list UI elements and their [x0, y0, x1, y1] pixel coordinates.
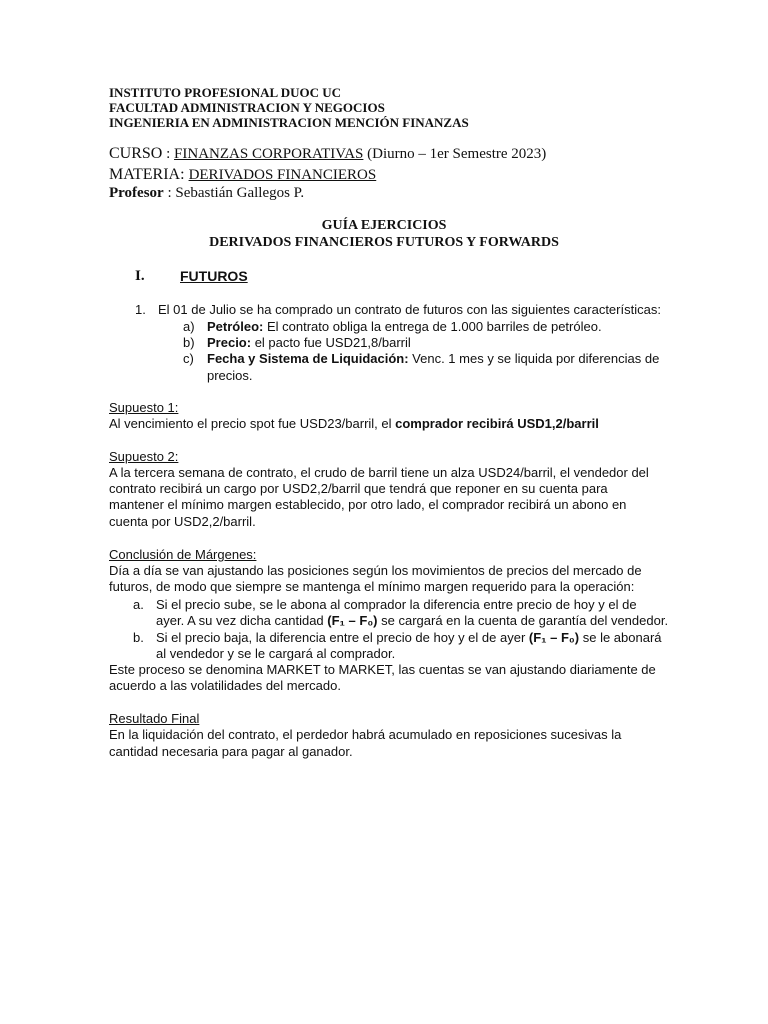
professor-value: Sebastián Gallegos P.	[175, 185, 305, 201]
list-marker: b.	[133, 630, 144, 645]
subject-label: MATERIA:	[109, 166, 189, 183]
list-item: Si el precio sube, se le abona al comprador la diferencia entre precio de hoy y el de	[156, 597, 637, 612]
professor-label: Profesor	[109, 185, 164, 201]
faculty-name: FACULTAD ADMINISTRACION Y NEGOCIOS	[109, 100, 385, 115]
result-line: cantidad necesaria para pagar al ganador.	[109, 744, 353, 759]
professor-line	[109, 184, 304, 202]
supuesto-2-line: mantener el mínimo margen establecido, por otro lado, el comprador recibirá un abono en	[109, 497, 627, 512]
result-line: En la liquidación del contrato, el perdedor habrá acumulado en reposiciones sucesivas la	[109, 727, 622, 742]
supuesto-2-line: cuenta por USD2,2/barril.	[109, 514, 256, 529]
supuesto-2-line: A la tercera semana de contrato, el crudo de barril tiene un alza USD24/barril, el vendedor del	[109, 465, 649, 480]
subject-value: DERIVADOS FINANCIEROS	[188, 167, 377, 183]
list-item: Petróleo: El contrato obliga la entrega de 1.000 barriles de petróleo.	[207, 319, 602, 334]
list-item-continuation: ayer. A su vez dicha cantidad (F₁ – F₀) se cargará en la cuenta de garantía del vendedor.	[156, 613, 669, 628]
professor-separator: :	[163, 185, 176, 201]
list-item: Si el precio baja, la diferencia entre el precio de hoy y el de ayer (F₁ – F₀) se le abonará	[156, 630, 662, 645]
course-label: CURSO	[109, 145, 163, 162]
guide-subtitle: DERIVADOS FINANCIEROS FUTUROS Y FORWARDS	[209, 235, 559, 250]
conclusion-heading: Conclusión de Márgenes:	[109, 547, 257, 562]
conclusion-line: Día a día se van ajustando las posiciones según los movimientos de precios del mercado de	[109, 563, 642, 578]
conclusion-close: Este proceso se denomina MARKET to MARKET, las cuentas se van ajustando diariamente de	[109, 662, 656, 677]
list-item: Precio: el pacto fue USD21,8/barril	[207, 335, 411, 350]
list-marker: c)	[183, 351, 194, 366]
list-marker: b)	[183, 335, 195, 350]
item-text: El 01 de Julio se ha comprado un contrato de futuros con las siguientes características:	[158, 302, 661, 317]
supuesto-2-line: contrato recibirá un cargo por USD2,2/barril que tendrá que reponer en su cuenta para	[109, 481, 608, 496]
supuesto-1-heading: Supuesto 1:	[109, 400, 179, 415]
result-heading: Resultado Final	[109, 711, 200, 726]
conclusion-close: acuerdo a las volatilidades del mercado.	[109, 678, 341, 693]
institution-name: INSTITUTO PROFESIONAL DUOC UC	[109, 85, 342, 100]
section-number: I.	[135, 268, 145, 284]
list-marker: a)	[183, 319, 195, 334]
section-title: FUTUROS	[180, 268, 248, 284]
subject-line	[109, 166, 376, 184]
item-number: 1.	[135, 302, 146, 317]
supuesto-2-heading: Supuesto 2:	[109, 449, 179, 464]
conclusion-line: futuros, de modo que siempre se mantenga el mínimo margen requerido para la operación:	[109, 579, 635, 594]
program-name: INGENIERIA EN ADMINISTRACION MENCIÓN FINANZAS	[109, 115, 469, 130]
course-extra: (Diurno – 1er Semestre 2023)	[363, 146, 547, 162]
course-value: FINANZAS CORPORATIVAS	[174, 146, 364, 162]
list-item-continuation: al vendedor y se le cargará al comprador.	[156, 646, 396, 661]
list-item-continuation: precios.	[207, 368, 253, 383]
course-separator: :	[162, 146, 175, 162]
course-line	[109, 145, 546, 163]
supuesto-1-text: Al vencimiento el precio spot fue USD23/barril, el comprador recibirá USD1,2/barril	[109, 416, 599, 431]
list-marker: a.	[133, 597, 144, 612]
guide-title: GUÍA EJERCICIOS	[321, 218, 447, 233]
list-item: Fecha y Sistema de Liquidación: Venc. 1 mes y se liquida por diferencias de	[207, 351, 660, 366]
